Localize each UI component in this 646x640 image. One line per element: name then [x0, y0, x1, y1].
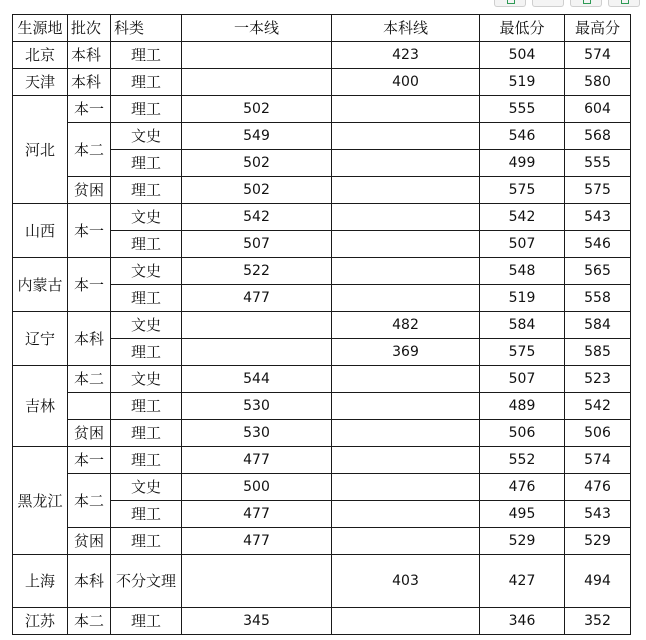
cell-undergrad-line: [332, 150, 480, 177]
score-table-wrapper: [12, 14, 631, 635]
table-row: [13, 608, 631, 635]
cell-max-score: 604: [565, 96, 631, 123]
cell-batch: 本一: [68, 96, 111, 123]
cell-batch: 本一: [68, 258, 111, 312]
cell-max-score: 568: [565, 123, 631, 150]
cell-undergrad-line: 482: [332, 312, 480, 339]
cell-category: 文史: [111, 312, 182, 339]
cell-first-tier-line: 477: [182, 528, 332, 555]
cell-max-score: 543: [565, 204, 631, 231]
cell-min-score: 427: [480, 555, 565, 608]
table-row: [13, 69, 631, 96]
cell-region: 河北: [13, 96, 68, 204]
cell-first-tier-line: 477: [182, 501, 332, 528]
col-header-first-tier-line: 一本线: [182, 15, 332, 42]
cell-batch: [68, 393, 111, 420]
cell-region: 天津: [13, 69, 68, 96]
cell-undergrad-line: [332, 366, 480, 393]
cell-undergrad-line: [332, 231, 480, 258]
cell-max-score: 542: [565, 393, 631, 420]
table-row: [13, 96, 631, 123]
cell-max-score: 574: [565, 447, 631, 474]
cell-min-score: 542: [480, 204, 565, 231]
cell-max-score: 476: [565, 474, 631, 501]
cell-first-tier-line: [182, 312, 332, 339]
cell-category: 理工: [111, 528, 182, 555]
tool-icon: [621, 0, 629, 4]
cell-max-score: 580: [565, 69, 631, 96]
cell-first-tier-line: 500: [182, 474, 332, 501]
cell-batch: 本科: [68, 312, 111, 366]
cell-max-score: 352: [565, 608, 631, 635]
cell-undergrad-line: [332, 123, 480, 150]
cell-category: 文史: [111, 204, 182, 231]
cell-min-score: 519: [480, 285, 565, 312]
col-header-category: 科类: [111, 15, 182, 42]
cell-region: 上海: [13, 555, 68, 608]
table-row: [13, 447, 631, 474]
cell-first-tier-line: 477: [182, 285, 332, 312]
cell-batch: 贫困: [68, 177, 111, 204]
cell-undergrad-line: [332, 258, 480, 285]
cell-max-score: 558: [565, 285, 631, 312]
cell-max-score: 565: [565, 258, 631, 285]
cell-undergrad-line: [332, 393, 480, 420]
toolbar-button[interactable]: [570, 0, 602, 7]
cell-region: 吉林: [13, 366, 68, 447]
tool-icon: [507, 0, 515, 4]
toolbar-button[interactable]: [608, 0, 640, 7]
cell-batch: 本二: [68, 608, 111, 635]
cell-category: 理工: [111, 96, 182, 123]
cell-undergrad-line: [332, 204, 480, 231]
cell-category: 文史: [111, 474, 182, 501]
cell-category: 理工: [111, 447, 182, 474]
cell-batch: 本二: [68, 123, 111, 177]
cell-undergrad-line: [332, 420, 480, 447]
cell-undergrad-line: 423: [332, 42, 480, 69]
cell-category: 文史: [111, 123, 182, 150]
col-header-batch: 批次: [68, 15, 111, 42]
cell-region: 辽宁: [13, 312, 68, 366]
cell-first-tier-line: 502: [182, 177, 332, 204]
cell-batch: 本科: [68, 69, 111, 96]
cell-min-score: 584: [480, 312, 565, 339]
table-row: [13, 474, 631, 501]
col-header-undergrad-line: 本科线: [332, 15, 480, 42]
cell-max-score: 575: [565, 177, 631, 204]
cell-undergrad-line: [332, 285, 480, 312]
cell-first-tier-line: [182, 42, 332, 69]
cell-category: 理工: [111, 150, 182, 177]
cell-undergrad-line: [332, 177, 480, 204]
cell-min-score: 504: [480, 42, 565, 69]
table-row: [13, 393, 631, 420]
cell-batch: 贫困: [68, 420, 111, 447]
table-row: [13, 555, 631, 608]
tool-icon: [583, 0, 591, 4]
table-row: [13, 366, 631, 393]
cell-batch: 本一: [68, 204, 111, 258]
cell-category: 文史: [111, 366, 182, 393]
table-row: [13, 420, 631, 447]
cell-region: 山西: [13, 204, 68, 258]
cell-max-score: 543: [565, 501, 631, 528]
cell-category: 理工: [111, 501, 182, 528]
cell-undergrad-line: [332, 608, 480, 635]
cell-undergrad-line: [332, 96, 480, 123]
toolbar-button[interactable]: [494, 0, 526, 7]
cell-min-score: 346: [480, 608, 565, 635]
cell-category: 理工: [111, 231, 182, 258]
cell-min-score: 546: [480, 123, 565, 150]
cell-undergrad-line: 400: [332, 69, 480, 96]
cell-first-tier-line: 544: [182, 366, 332, 393]
score-table: [12, 14, 631, 635]
cell-max-score: 506: [565, 420, 631, 447]
cell-max-score: 584: [565, 312, 631, 339]
cell-category: 文史: [111, 258, 182, 285]
cell-batch: 本科: [68, 42, 111, 69]
cell-undergrad-line: [332, 474, 480, 501]
cell-category: 理工: [111, 285, 182, 312]
cell-first-tier-line: 507: [182, 231, 332, 258]
cell-category: 理工: [111, 42, 182, 69]
cell-min-score: 548: [480, 258, 565, 285]
cell-first-tier-line: [182, 555, 332, 608]
table-row: [13, 123, 631, 150]
cell-first-tier-line: 530: [182, 393, 332, 420]
cell-min-score: 575: [480, 177, 565, 204]
cell-first-tier-line: 345: [182, 608, 332, 635]
table-row: [13, 204, 631, 231]
cell-category: 理工: [111, 339, 182, 366]
cell-undergrad-line: 403: [332, 555, 480, 608]
cell-category: 理工: [111, 393, 182, 420]
col-header-min-score: 最低分: [480, 15, 565, 42]
cell-first-tier-line: 522: [182, 258, 332, 285]
cell-category: 理工: [111, 420, 182, 447]
cell-max-score: 523: [565, 366, 631, 393]
cell-max-score: 555: [565, 150, 631, 177]
cell-min-score: 495: [480, 501, 565, 528]
cell-max-score: 494: [565, 555, 631, 608]
col-header-region: 生源地: [13, 15, 68, 42]
cell-min-score: 519: [480, 69, 565, 96]
cell-region: 北京: [13, 42, 68, 69]
cell-region: 江苏: [13, 608, 68, 635]
col-header-max-score: 最高分: [565, 15, 631, 42]
table-row: [13, 42, 631, 69]
cell-min-score: 476: [480, 474, 565, 501]
cell-undergrad-line: 369: [332, 339, 480, 366]
cell-min-score: 499: [480, 150, 565, 177]
cell-region: 内蒙古: [13, 258, 68, 312]
table-row: [13, 258, 631, 285]
cell-min-score: 489: [480, 393, 565, 420]
table-row: [13, 177, 631, 204]
cell-min-score: 555: [480, 96, 565, 123]
cell-category: 理工: [111, 69, 182, 96]
cell-min-score: 529: [480, 528, 565, 555]
toolbar-button[interactable]: [532, 0, 564, 7]
cell-min-score: 506: [480, 420, 565, 447]
cell-first-tier-line: [182, 339, 332, 366]
toolbar-strip: [0, 0, 646, 14]
cell-batch: 本二: [68, 474, 111, 528]
cell-undergrad-line: [332, 447, 480, 474]
cell-first-tier-line: 502: [182, 96, 332, 123]
cell-first-tier-line: 530: [182, 420, 332, 447]
cell-max-score: 574: [565, 42, 631, 69]
cell-first-tier-line: 477: [182, 447, 332, 474]
cell-batch: 贫困: [68, 528, 111, 555]
header-row: [13, 15, 631, 42]
cell-region: 黑龙江: [13, 447, 68, 555]
table-row: [13, 312, 631, 339]
cell-first-tier-line: 502: [182, 150, 332, 177]
cell-min-score: 552: [480, 447, 565, 474]
cell-batch: 本一: [68, 447, 111, 474]
cell-category: 不分文理: [111, 555, 182, 608]
cell-undergrad-line: [332, 528, 480, 555]
cell-category: 理工: [111, 177, 182, 204]
cell-max-score: 585: [565, 339, 631, 366]
cell-min-score: 507: [480, 366, 565, 393]
cell-batch: 本二: [68, 366, 111, 393]
cell-first-tier-line: [182, 69, 332, 96]
cell-category: 理工: [111, 608, 182, 635]
table-row: [13, 528, 631, 555]
cell-undergrad-line: [332, 501, 480, 528]
cell-min-score: 507: [480, 231, 565, 258]
cell-first-tier-line: 542: [182, 204, 332, 231]
cell-batch: 本科: [68, 555, 111, 608]
cell-min-score: 575: [480, 339, 565, 366]
cell-max-score: 529: [565, 528, 631, 555]
cell-first-tier-line: 549: [182, 123, 332, 150]
cell-max-score: 546: [565, 231, 631, 258]
